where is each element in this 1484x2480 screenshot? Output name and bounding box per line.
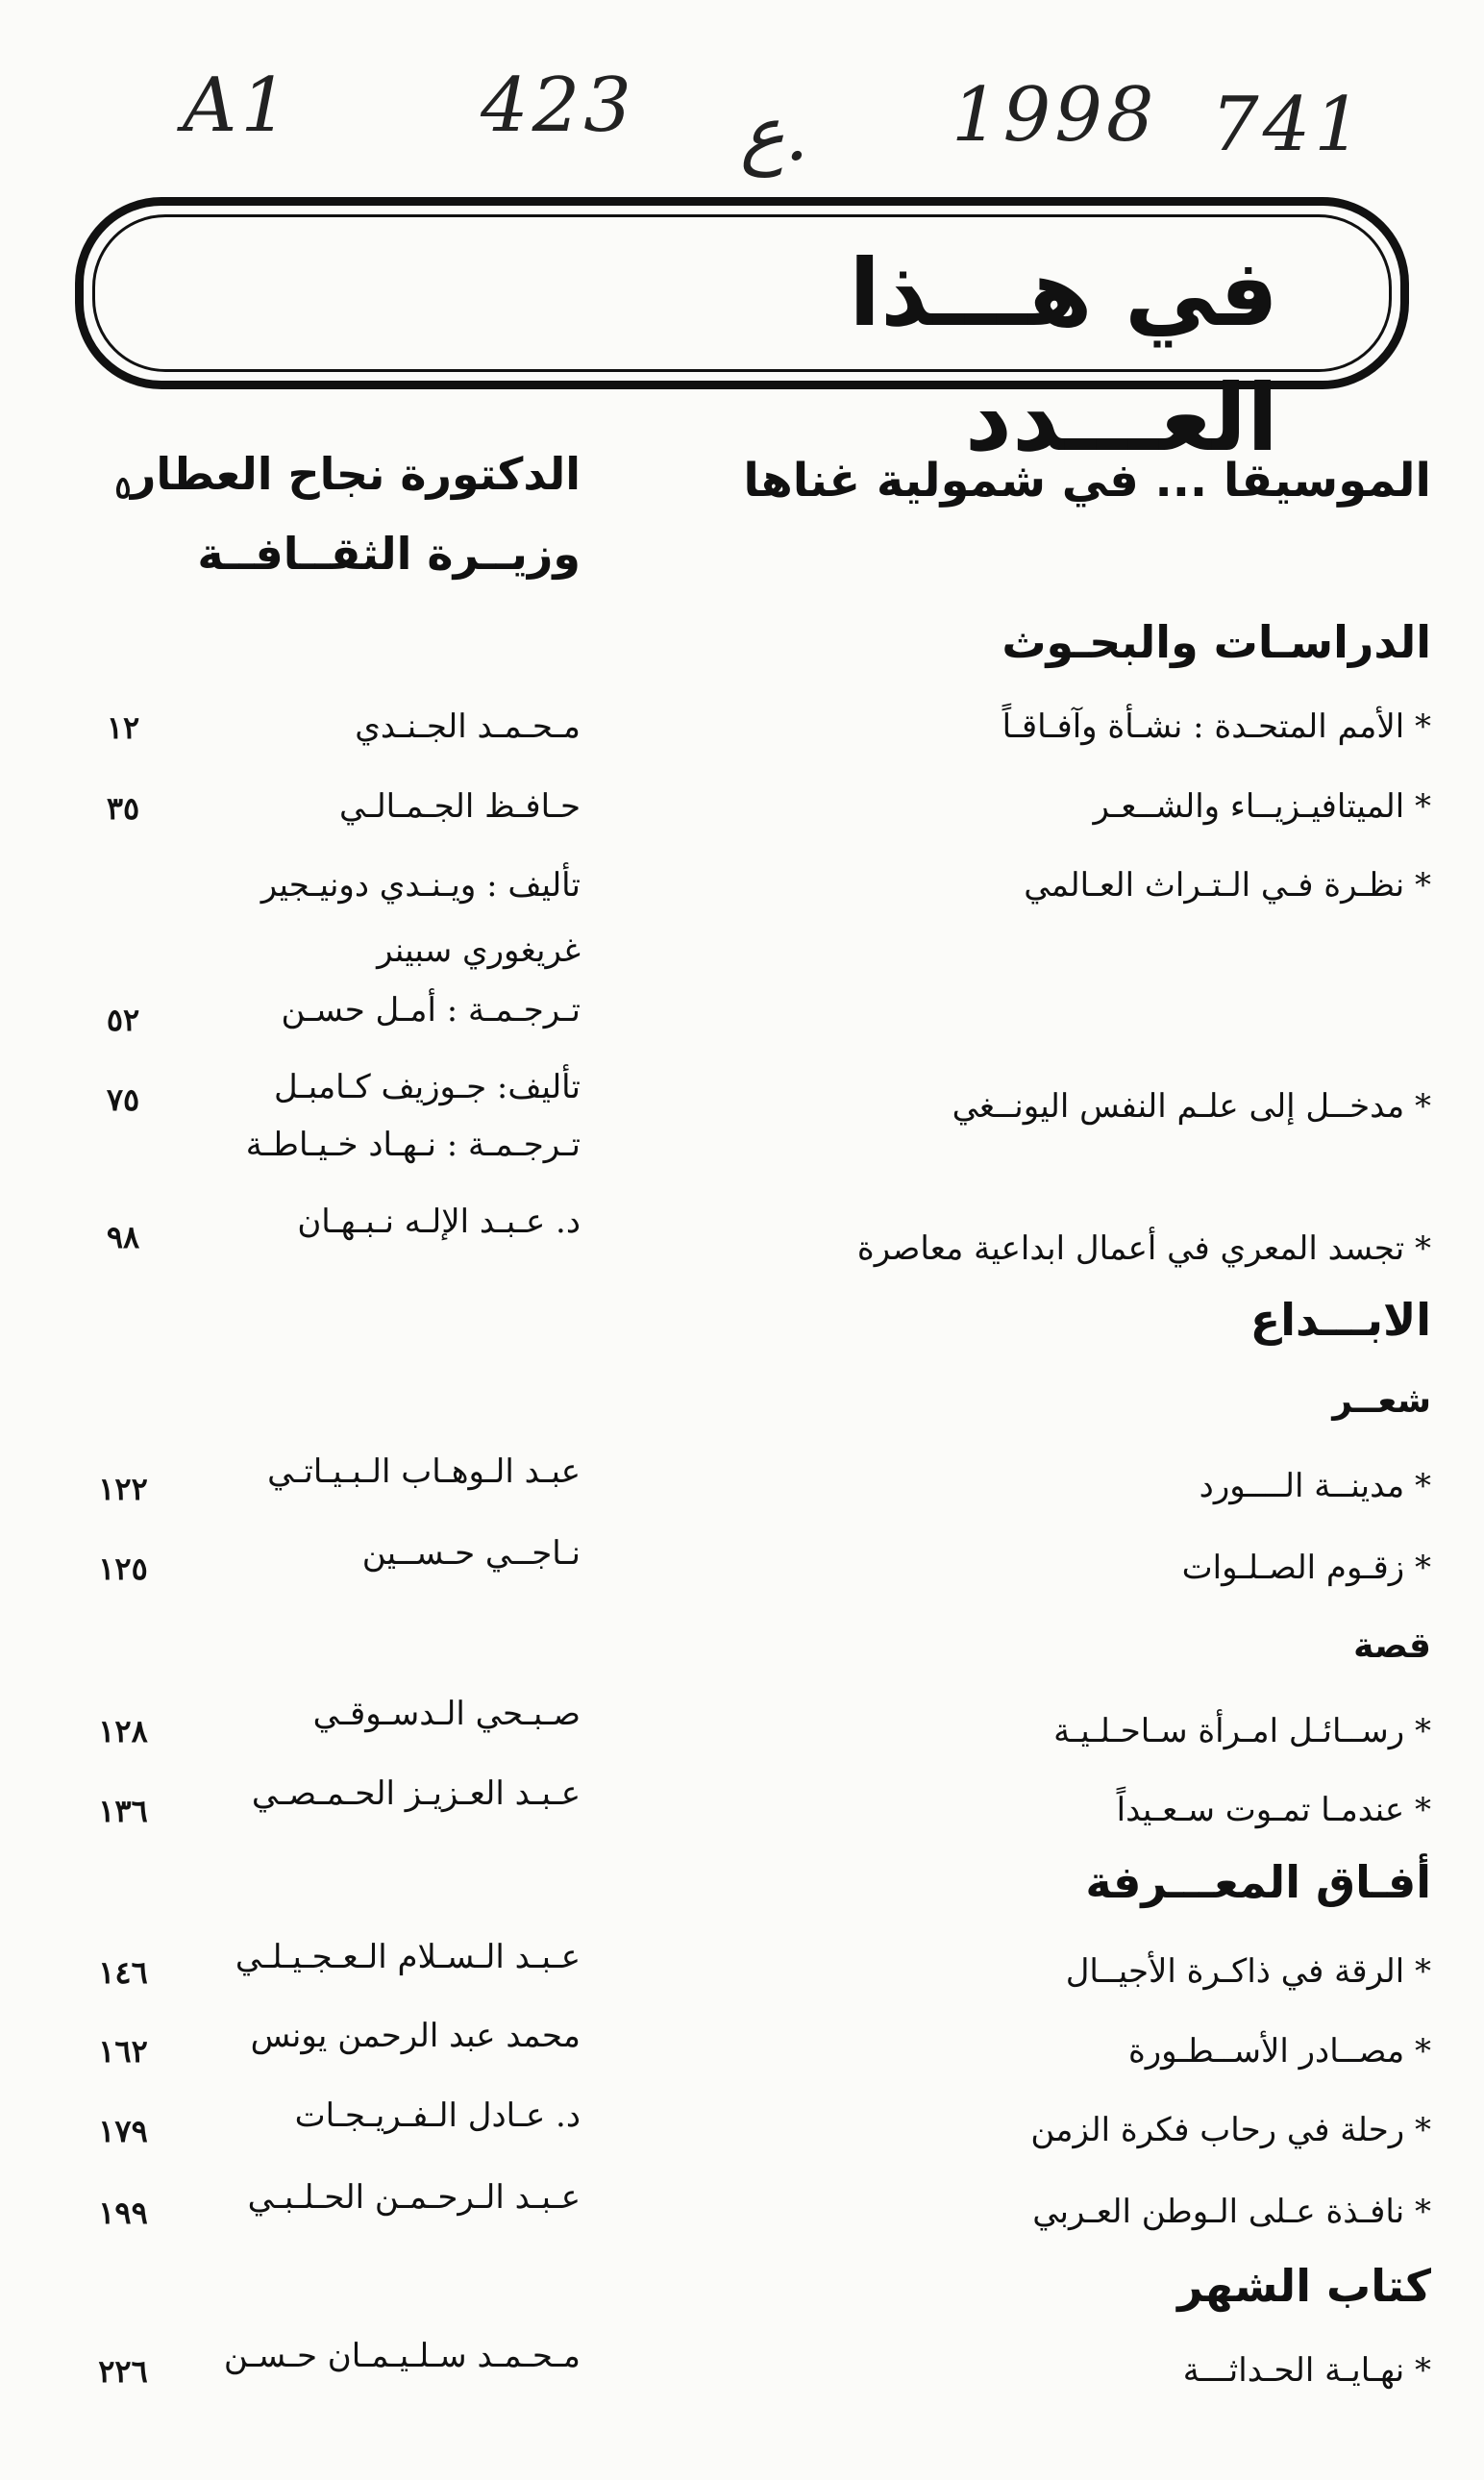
page-number: ١٢٥ bbox=[98, 1550, 148, 1587]
handwritten-note bbox=[173, 62, 1403, 178]
toc-item-author: مـحـمـد الجـنـدي bbox=[355, 707, 581, 746]
page-number: ٩٨ bbox=[106, 1219, 140, 1255]
opening-author: الدكتورة نجاح العطار bbox=[130, 448, 581, 500]
toc-item-author: تأليف: جـوزيف كـامبـل bbox=[273, 1068, 581, 1106]
toc-item-author: صـبـحي الـدسـوقـي bbox=[312, 1695, 581, 1733]
toc-item-title: * نافـذة عـلى الـوطن العـربي bbox=[1032, 2193, 1431, 2231]
toc-item-title: * زقـوم الصـلـوات bbox=[1181, 1549, 1431, 1587]
toc-item-author: حـافـظ الجـمـالـي bbox=[339, 787, 581, 826]
page-number: ١٦٢ bbox=[98, 2033, 148, 2070]
toc-item-translator: تـرجـمـة : نـهـاد خـيـاطـة bbox=[245, 1126, 581, 1164]
toc-item-title: * الميتافيـزيــاء والشــعـر bbox=[1093, 787, 1431, 826]
opening-author-role: وزيــرة الثقــافــة bbox=[197, 528, 581, 580]
handwritten-issue: ع. bbox=[740, 91, 809, 178]
toc-item-author: نـاجــي حـســين bbox=[361, 1534, 581, 1573]
toc-item-author: عـبـد الـرحـمـن الحـلـبـي bbox=[247, 2178, 581, 2217]
toc-item-author: د. عـبـد الإلـه نـبـهـان bbox=[297, 1203, 581, 1241]
page-number: ١٢ bbox=[106, 709, 140, 746]
page-number: ١٢٢ bbox=[98, 1471, 148, 1507]
toc-item-author: عـبـد العـزيـز الحـمـصـي bbox=[251, 1774, 581, 1813]
toc-item-author: مـحـمـد سـلـيـمـان حـسـن bbox=[223, 2337, 581, 2375]
toc-item-title: * عندمـا تمـوت سـعـيداً bbox=[1116, 1791, 1431, 1829]
toc-item-author: د. عـادل الـفـريـجـات bbox=[294, 2096, 581, 2135]
toc-item-title: * نهـايـة الحـداثـــة bbox=[1182, 2351, 1431, 2390]
page-number: ١٤٦ bbox=[98, 1954, 148, 1991]
section-horizons: أفـاق المعـــرفة bbox=[1085, 1856, 1431, 1908]
subsection-poetry: شعــر bbox=[1332, 1381, 1431, 1421]
subsection-story: قصة bbox=[1353, 1626, 1431, 1666]
opening-title: الموسيقا ... في شمولية غناها bbox=[743, 454, 1431, 508]
page-number: ٢٢٦ bbox=[98, 2353, 148, 2390]
section-creativity: الابـــداع bbox=[1249, 1294, 1431, 1346]
banner-title: في هـــذا العـــدد bbox=[849, 239, 1278, 472]
section-book-of-month: كتاب الشهر bbox=[1177, 2260, 1431, 2312]
toc-item-title: * الأمم المتحـدة : نشـأة وآفـاقـاً bbox=[1002, 707, 1431, 746]
page-number: ١٩٩ bbox=[98, 2195, 148, 2231]
toc-item-title: * تجسد المعري في أعمال ابداعية معاصرة bbox=[856, 1229, 1431, 1268]
handwritten-year: 1998 bbox=[952, 72, 1158, 159]
toc-item-author: غريغوري سبينر bbox=[377, 931, 581, 970]
toc-item-title: * مدخــل إلى علـم النفس اليونــغي bbox=[952, 1087, 1431, 1126]
handwritten-serial: 741 bbox=[1211, 82, 1366, 168]
handwritten-number: 423 bbox=[481, 62, 635, 149]
handwritten-code: A1 bbox=[183, 62, 292, 149]
toc-item-title: * مدينــة الــــورد bbox=[1199, 1467, 1431, 1505]
toc-item-author: محمد عبد الرحمن يونس bbox=[250, 2017, 581, 2055]
toc-item-title: * مصــادر الأســطـورة bbox=[1127, 2032, 1431, 2071]
toc-item-title: * الرقة في ذاكـرة الأجيــال bbox=[1065, 1952, 1431, 1991]
section-studies: الدراسـات والبحـوث bbox=[1002, 616, 1431, 668]
page-number: ٧٥ bbox=[106, 1081, 140, 1118]
page-number: ٥٢ bbox=[106, 1002, 140, 1038]
page-number: ١٣٦ bbox=[98, 1793, 148, 1829]
toc-item-title: * رســائـل امـرأة سـاحـلـيـة bbox=[1053, 1712, 1431, 1750]
page-number: ١٧٩ bbox=[98, 2113, 148, 2149]
page-number: ١٢٨ bbox=[98, 1713, 148, 1749]
toc-item-author: تأليف : ويـنـدي دونيـجير bbox=[260, 866, 581, 905]
toc-item-author: عـبـد الـسـلام الـعـجـيـلـي bbox=[235, 1938, 581, 1976]
toc-item-title: * نظـرة فـي الـتـراث العـالمي bbox=[1024, 866, 1431, 905]
page-number: ٥ bbox=[114, 469, 132, 506]
toc-item-translator: تـرجـمـة : أمـل حسـن bbox=[281, 991, 581, 1029]
page-number: ٣٥ bbox=[106, 790, 140, 827]
toc-item-title: * رحلة في رحاب فكرة الزمن bbox=[1030, 2111, 1431, 2149]
toc-item-author: عبـد الـوهـاب الـبـيـاتـي bbox=[267, 1452, 581, 1491]
